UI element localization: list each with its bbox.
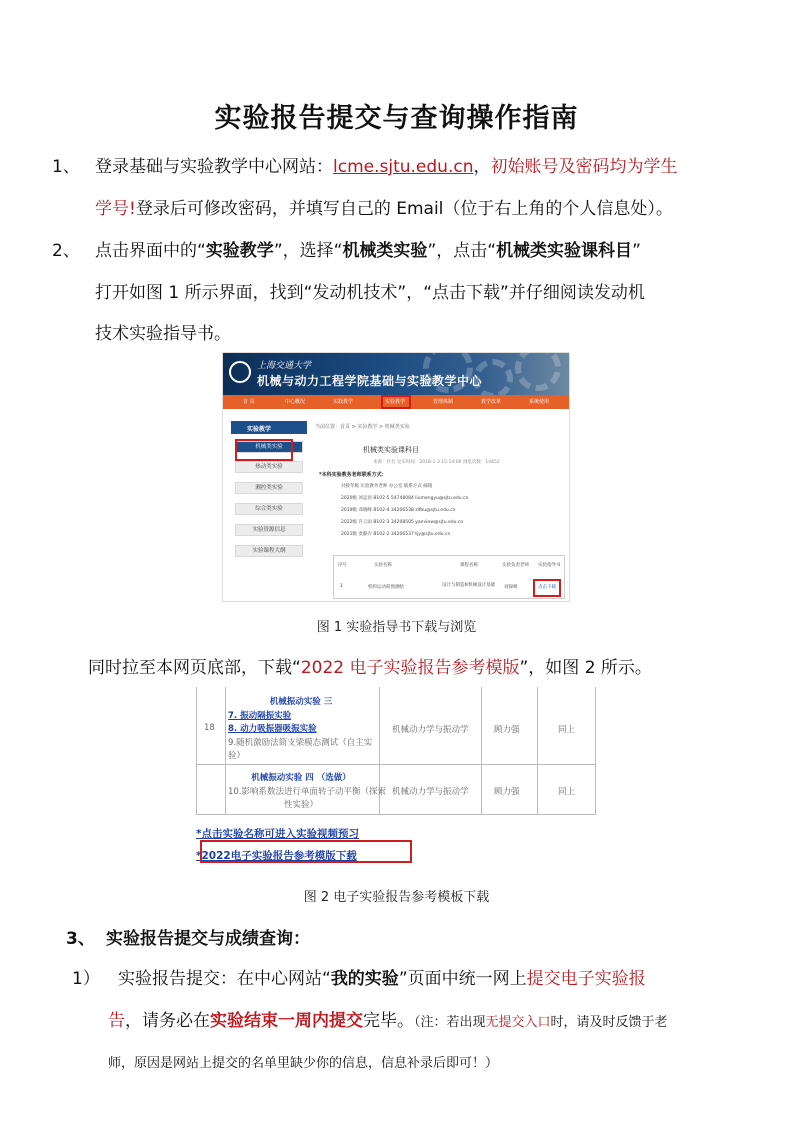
sidebar-item[interactable]: 热动类实验 <box>235 461 303 473</box>
sidebar-item[interactable]: 测控类实验 <box>235 482 303 494</box>
template-name: 2022 电子实验报告参考模版 <box>300 658 520 678</box>
contact-row: 2020级 刘孟语 B102-5 54748084 liumengyu@sjtu.edu.cn <box>341 496 469 501</box>
nav-item-experiment-teaching[interactable]: 实验教学 <box>385 399 406 405</box>
page-title: 实验报告提交与查询操作指南 <box>214 103 579 134</box>
same-as-above: 同上 <box>558 787 576 797</box>
course-table <box>333 555 565 599</box>
menu-mechanical-experiment: 机械类实验 <box>342 241 428 261</box>
nav-item[interactable]: 教学改革 <box>481 399 502 405</box>
account-note-end: 学号! <box>95 199 136 219</box>
experiment-item: 验） <box>228 751 246 761</box>
sidebar-item-mechanical[interactable]: 机械类实验 <box>235 441 303 453</box>
step2-text: 点击界面中的“ <box>95 241 206 261</box>
experiment-group-title: 机械振动实验 三 <box>269 697 333 707</box>
deadline-note: 实验结束一周内提交 <box>210 1011 363 1031</box>
step2-number: 2、 <box>52 241 80 261</box>
step2-line2: 打开如图 1 所示界面，找到“发动机技术”，“点击下载”并仔细阅读发动机 <box>95 283 645 303</box>
sub1-line1 <box>118 968 646 990</box>
download-link[interactable]: 点击下载 <box>533 579 561 597</box>
sub1-text: ，请务必在 <box>125 1011 210 1031</box>
menu-mechanical-subjects: 机械类实验课科目 <box>496 241 633 261</box>
step1-line2 <box>95 198 673 220</box>
step3-title: 实验报告提交与成绩查询： <box>106 929 310 949</box>
mid-instruction <box>88 657 652 679</box>
experiment-item: 9.随机激励法简支梁模态测试（自主实 <box>228 738 373 748</box>
step1-text-2: 登录后可修改密码，并填写自己的 Email（位于右上角的个人信息处）。 <box>135 199 673 219</box>
note-text: （注：若出现 <box>414 1015 486 1030</box>
nav-item[interactable]: 首 页 <box>243 399 255 405</box>
table-header: 实验负责老师 <box>502 563 529 568</box>
step1-line1 <box>95 156 677 178</box>
table-cell: 机构运动简图测绘 <box>368 585 404 590</box>
teacher-name: 顾力强 <box>494 725 520 735</box>
sub1-text: 实验报告提交：在中心网站“ <box>118 969 331 989</box>
submit-report-note: 提交电子实验报 <box>526 969 646 989</box>
no-entry-note: 无提交入口 <box>485 1015 551 1030</box>
step2-line3: 技术实验指导书。 <box>95 324 231 344</box>
table-header: 序号 <box>338 563 347 568</box>
note-text: 时，请及时反馈于老 <box>550 1015 668 1030</box>
figure2-screenshot <box>196 687 596 867</box>
table-cell: 设计与制造Ⅱ/机械设计基础 <box>442 583 496 588</box>
contact-title: *本科实验教务老师联系方式： <box>319 472 387 478</box>
school-name: 上海交通大学 <box>257 361 312 371</box>
report-template-download-link[interactable]: *2022电子实验报告参考模版下载 <box>196 850 357 862</box>
highlight-box <box>200 840 412 863</box>
nav-item[interactable]: 实践教学 <box>333 399 354 405</box>
course-name: 机械动力学与振动学 <box>392 787 469 797</box>
sub1-text: 完毕。 <box>363 1011 414 1031</box>
mid-text: 同时拉至本网页底部，下载“ <box>88 658 301 678</box>
my-experiment-page: 我的实验 <box>330 969 399 989</box>
table-header: 实验指导书 <box>538 563 561 568</box>
table-divider <box>537 687 538 815</box>
table-header: 课程名称 <box>460 563 478 568</box>
sub1-text: ”页面中统一网上 <box>398 969 527 989</box>
step2-text: ”，选择“ <box>273 241 343 261</box>
highlight-box <box>235 439 293 461</box>
breadcrumb: 当前位置：首页 > 实验教学 > 机械类实验 <box>315 424 410 430</box>
teacher-name: 顾力强 <box>494 787 520 797</box>
experiment-link[interactable]: 8. 动力吸振器吸振实验 <box>228 724 317 734</box>
comma: ， <box>473 157 491 177</box>
step1-text: 登录基础与实验教学中心网站： <box>95 157 333 177</box>
content-title: 机械类实验课科目 <box>363 446 419 454</box>
site-header <box>223 353 570 395</box>
submit-report-note-end: 告 <box>108 1011 125 1031</box>
step1-number: 1、 <box>52 157 80 177</box>
step2-text: ”，点击“ <box>427 241 497 261</box>
figure1-screenshot <box>222 352 570 602</box>
same-as-above: 同上 <box>558 725 576 735</box>
highlight-box <box>381 395 411 409</box>
menu-experiment-teaching: 实验教学 <box>205 241 274 261</box>
table-divider <box>481 687 482 815</box>
sub1-number: 1） <box>72 969 100 989</box>
experiment-item: 10.影响系数法进行单面转子动平衡（探索 <box>228 787 387 797</box>
step2-text: ” <box>632 241 641 261</box>
account-note: 初始账号及密码均为学生 <box>490 157 678 177</box>
contact-row: 对接年级 实验教务老师 办公室 联系方式 邮箱 <box>341 484 433 489</box>
video-preview-link[interactable]: *点击实验名称可进入实验视频预习 <box>196 828 359 840</box>
nav-item[interactable]: 管理体制 <box>433 399 454 405</box>
contact-row: 2022级 许云雨 B102-3 34208505 yanview@sjtu.edu.cn <box>341 520 464 525</box>
figure1-caption: 图 1 实验指导书下载与浏览 <box>316 620 477 635</box>
mid-text: ”，如图 2 所示。 <box>519 658 652 678</box>
step2-line1 <box>95 240 641 262</box>
nav-item[interactable]: 系统使用 <box>529 399 550 405</box>
sidebar-item[interactable]: 综合类实验 <box>235 503 303 515</box>
sub1-line2 <box>108 1010 668 1034</box>
sub1-line3: 师，原因是网站上提交的名单里缺少你的信息，信息补录后即可！） <box>108 1056 499 1071</box>
sidebar-head: 实验教学 <box>231 421 307 434</box>
school-logo-icon <box>229 361 251 383</box>
table-header: 实验名称 <box>374 563 392 568</box>
nav-item[interactable]: 中心概况 <box>285 399 306 405</box>
figure2-caption: 图 2 电子实验报告参考模板下载 <box>303 890 490 905</box>
row-number: 18 <box>204 723 215 733</box>
sidebar-item[interactable]: 实验资源信息 <box>235 524 303 536</box>
table-cell: 刘探峰 <box>504 585 518 590</box>
contact-row: 2021级 麦静卉 B102-2 34206537 tjy@sjtu.edu.cn <box>341 532 451 537</box>
table-cell: 1 <box>340 584 343 589</box>
site-link[interactable]: lcme.sjtu.edu.cn <box>333 157 474 177</box>
experiment-item: 性实验） <box>284 800 319 810</box>
contact-row: 2019级 邓晓峰 B102-4 34206538 zlfbu@sjtu.edu.cn <box>341 508 456 513</box>
gear-decoration <box>515 352 561 391</box>
site-name: 机械与动力工程学院基础与实验教学中心 <box>257 374 483 388</box>
experiment-group-title: 机械振动实验 四 （选做） <box>251 773 351 783</box>
step3-number: 3、 <box>66 929 95 949</box>
course-name: 机械动力学与振动学 <box>392 725 469 735</box>
experiment-link[interactable]: 7. 振动隔振实验 <box>228 711 292 721</box>
content-meta: 来源：佚名 发布时间：2018-1-3 15:14:00 浏览次数：14452 <box>373 460 500 465</box>
sidebar-item[interactable]: 实验课程大纲 <box>235 545 303 557</box>
